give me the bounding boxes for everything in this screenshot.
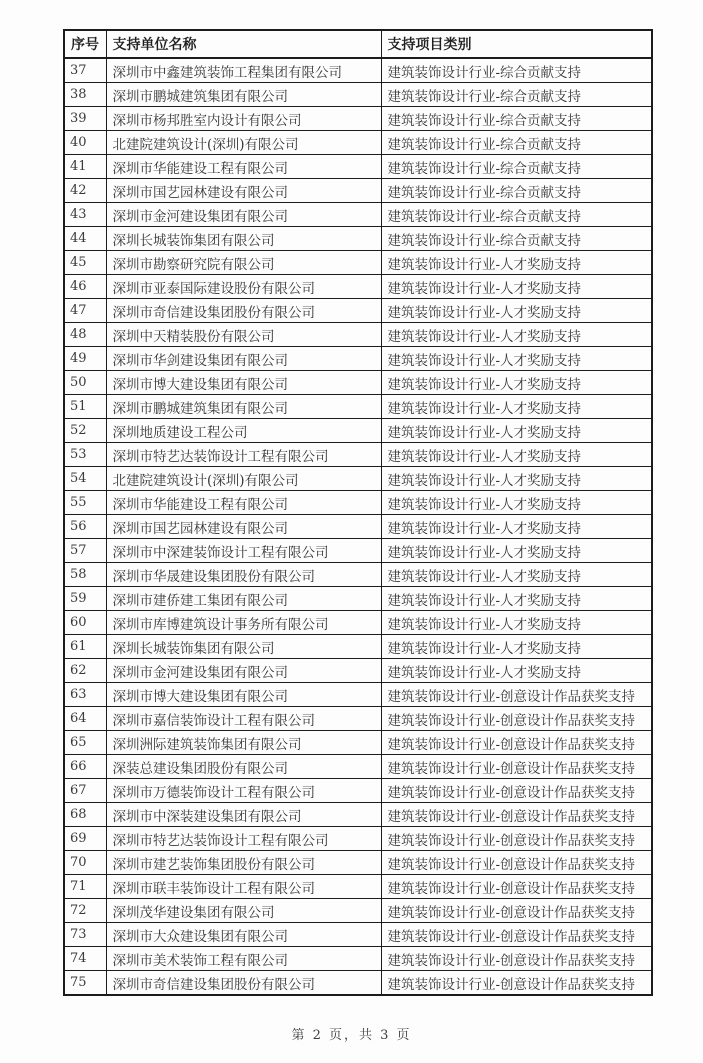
cell-serial-number: 68 [64, 803, 106, 827]
cell-serial-number: 70 [64, 851, 106, 875]
cell-project-category: 建筑装饰设计行业-创意设计作品获奖支持 [381, 899, 652, 923]
cell-project-category: 建筑装饰设计行业-人才奖励支持 [381, 515, 652, 539]
cell-unit-name: 深圳地质建设工程公司 [106, 419, 381, 443]
table-row [64, 947, 652, 971]
cell-unit-name: 深圳长城装饰集团有限公司 [106, 635, 381, 659]
cell-unit-name: 深圳市奇信建设集团股份有限公司 [106, 971, 381, 996]
cell-serial-number: 69 [64, 827, 106, 851]
cell-serial-number: 50 [64, 371, 106, 395]
cell-project-category: 建筑装饰设计行业-人才奖励支持 [381, 611, 652, 635]
cell-project-category: 建筑装饰设计行业-人才奖励支持 [381, 659, 652, 683]
cell-unit-name: 深圳市华能建设工程有限公司 [106, 491, 381, 515]
table-row [64, 323, 652, 347]
cell-unit-name: 深圳市中鑫建筑装饰工程集团有限公司 [106, 58, 381, 83]
cell-unit-name: 深圳市博大建设集团有限公司 [106, 371, 381, 395]
cell-project-category: 建筑装饰设计行业-创意设计作品获奖支持 [381, 755, 652, 779]
cell-serial-number: 61 [64, 635, 106, 659]
cell-unit-name: 深圳市华剑建设集团有限公司 [106, 347, 381, 371]
cell-unit-name: 深圳市杨邦胜室内设计有限公司 [106, 107, 381, 131]
cell-project-category: 建筑装饰设计行业-综合贡献支持 [381, 227, 652, 251]
cell-project-category: 建筑装饰设计行业-创意设计作品获奖支持 [381, 875, 652, 899]
cell-serial-number: 67 [64, 779, 106, 803]
header-unit-name: 支持单位名称 [106, 30, 381, 58]
table-row [64, 587, 652, 611]
table-row [64, 107, 652, 131]
cell-project-category: 建筑装饰设计行业-人才奖励支持 [381, 347, 652, 371]
cell-unit-name: 深圳市华晟建设集团股份有限公司 [106, 563, 381, 587]
cell-unit-name: 深圳市金河建设集团有限公司 [106, 203, 381, 227]
cell-serial-number: 37 [64, 58, 106, 83]
support-units-table [63, 29, 653, 996]
cell-unit-name: 深圳市鹏城建筑集团有限公司 [106, 83, 381, 107]
cell-unit-name: 深圳市建艺装饰集团股份有限公司 [106, 851, 381, 875]
table-row [64, 395, 652, 419]
cell-serial-number: 51 [64, 395, 106, 419]
table-row [64, 611, 652, 635]
cell-unit-name: 深圳市嘉信装饰设计工程有限公司 [106, 707, 381, 731]
table-row [64, 899, 652, 923]
table-row [64, 707, 652, 731]
cell-project-category: 建筑装饰设计行业-综合贡献支持 [381, 155, 652, 179]
cell-serial-number: 65 [64, 731, 106, 755]
cell-unit-name: 深圳长城装饰集团有限公司 [106, 227, 381, 251]
table-row [64, 371, 652, 395]
table-row [64, 779, 652, 803]
cell-serial-number: 49 [64, 347, 106, 371]
header-serial-number: 序号 [64, 30, 106, 58]
cell-unit-name: 深圳市国艺园林建设有限公司 [106, 515, 381, 539]
cell-unit-name: 深装总建设集团股份有限公司 [106, 755, 381, 779]
cell-project-category: 建筑装饰设计行业-人才奖励支持 [381, 443, 652, 467]
cell-serial-number: 60 [64, 611, 106, 635]
table-row [64, 179, 652, 203]
table-row [64, 827, 652, 851]
cell-serial-number: 40 [64, 131, 106, 155]
table-row [64, 131, 652, 155]
cell-serial-number: 44 [64, 227, 106, 251]
cell-unit-name: 深圳市建侨建工集团有限公司 [106, 587, 381, 611]
cell-serial-number: 48 [64, 323, 106, 347]
cell-serial-number: 56 [64, 515, 106, 539]
cell-project-category: 建筑装饰设计行业-人才奖励支持 [381, 539, 652, 563]
cell-serial-number: 58 [64, 563, 106, 587]
cell-project-category: 建筑装饰设计行业-创意设计作品获奖支持 [381, 803, 652, 827]
cell-unit-name: 深圳市金河建设集团有限公司 [106, 659, 381, 683]
table-row [64, 731, 652, 755]
table-row [64, 491, 652, 515]
cell-serial-number: 54 [64, 467, 106, 491]
cell-serial-number: 75 [64, 971, 106, 996]
table-row [64, 83, 652, 107]
table-row [64, 467, 652, 491]
cell-serial-number: 55 [64, 491, 106, 515]
cell-serial-number: 46 [64, 275, 106, 299]
cell-project-category: 建筑装饰设计行业-创意设计作品获奖支持 [381, 707, 652, 731]
table-row [64, 539, 652, 563]
table-row [64, 803, 652, 827]
cell-serial-number: 73 [64, 923, 106, 947]
table-row [64, 851, 652, 875]
cell-unit-name: 深圳市勘察研究院有限公司 [106, 251, 381, 275]
cell-serial-number: 43 [64, 203, 106, 227]
page-number-footer: 第 2 页，共 3 页 [291, 1028, 412, 1043]
cell-serial-number: 62 [64, 659, 106, 683]
cell-project-category: 建筑装饰设计行业-人才奖励支持 [381, 371, 652, 395]
cell-serial-number: 42 [64, 179, 106, 203]
cell-project-category: 建筑装饰设计行业-综合贡献支持 [381, 179, 652, 203]
cell-project-category: 建筑装饰设计行业-创意设计作品获奖支持 [381, 827, 652, 851]
cell-unit-name: 深圳市大众建设集团有限公司 [106, 923, 381, 947]
cell-unit-name: 深圳市国艺园林建设有限公司 [106, 179, 381, 203]
cell-unit-name: 深圳市联丰装饰设计工程有限公司 [106, 875, 381, 899]
cell-project-category: 建筑装饰设计行业-综合贡献支持 [381, 83, 652, 107]
cell-project-category: 建筑装饰设计行业-人才奖励支持 [381, 635, 652, 659]
cell-unit-name: 深圳市美术装饰工程有限公司 [106, 947, 381, 971]
cell-project-category: 建筑装饰设计行业-人才奖励支持 [381, 299, 652, 323]
cell-unit-name: 深圳市库博建筑设计事务所有限公司 [106, 611, 381, 635]
table-row [64, 275, 652, 299]
cell-project-category: 建筑装饰设计行业-人才奖励支持 [381, 395, 652, 419]
cell-serial-number: 74 [64, 947, 106, 971]
table-row [64, 755, 652, 779]
cell-serial-number: 63 [64, 683, 106, 707]
cell-project-category: 建筑装饰设计行业-人才奖励支持 [381, 275, 652, 299]
cell-serial-number: 45 [64, 251, 106, 275]
cell-project-category: 建筑装饰设计行业-人才奖励支持 [381, 323, 652, 347]
table-row [64, 58, 652, 83]
table-row [64, 419, 652, 443]
cell-serial-number: 64 [64, 707, 106, 731]
cell-unit-name: 深圳洲际建筑装饰集团有限公司 [106, 731, 381, 755]
cell-serial-number: 71 [64, 875, 106, 899]
cell-project-category: 建筑装饰设计行业-人才奖励支持 [381, 587, 652, 611]
cell-serial-number: 59 [64, 587, 106, 611]
cell-project-category: 建筑装饰设计行业-人才奖励支持 [381, 419, 652, 443]
cell-serial-number: 38 [64, 83, 106, 107]
table-header-row [64, 30, 652, 58]
cell-unit-name: 深圳市亚泰国际建设股份有限公司 [106, 275, 381, 299]
cell-project-category: 建筑装饰设计行业-创意设计作品获奖支持 [381, 923, 652, 947]
cell-project-category: 建筑装饰设计行业-创意设计作品获奖支持 [381, 947, 652, 971]
cell-unit-name: 北建院建筑设计(深圳)有限公司 [106, 467, 381, 491]
cell-project-category: 建筑装饰设计行业-创意设计作品获奖支持 [381, 779, 652, 803]
cell-unit-name: 深圳市特艺达装饰设计工程有限公司 [106, 443, 381, 467]
table-row [64, 659, 652, 683]
cell-project-category: 建筑装饰设计行业-创意设计作品获奖支持 [381, 731, 652, 755]
cell-unit-name: 深圳市中深建装饰设计工程有限公司 [106, 539, 381, 563]
table-row [64, 299, 652, 323]
header-project-category: 支持项目类别 [381, 30, 652, 58]
cell-unit-name: 深圳市华能建设工程有限公司 [106, 155, 381, 179]
cell-unit-name: 深圳茂华建设集团有限公司 [106, 899, 381, 923]
cell-unit-name: 深圳中天精装股份有限公司 [106, 323, 381, 347]
table-row [64, 923, 652, 947]
table-row [64, 515, 652, 539]
cell-serial-number: 66 [64, 755, 106, 779]
cell-serial-number: 72 [64, 899, 106, 923]
cell-unit-name: 北建院建筑设计(深圳)有限公司 [106, 131, 381, 155]
cell-serial-number: 39 [64, 107, 106, 131]
cell-project-category: 建筑装饰设计行业-人才奖励支持 [381, 563, 652, 587]
table-row [64, 443, 652, 467]
cell-project-category: 建筑装饰设计行业-人才奖励支持 [381, 251, 652, 275]
cell-project-category: 建筑装饰设计行业-综合贡献支持 [381, 58, 652, 83]
table-row [64, 347, 652, 371]
cell-serial-number: 57 [64, 539, 106, 563]
cell-project-category: 建筑装饰设计行业-综合贡献支持 [381, 203, 652, 227]
cell-serial-number: 47 [64, 299, 106, 323]
cell-project-category: 建筑装饰设计行业-综合贡献支持 [381, 131, 652, 155]
table-row [64, 683, 652, 707]
table-body [64, 58, 652, 995]
table-row [64, 251, 652, 275]
cell-project-category: 建筑装饰设计行业-人才奖励支持 [381, 491, 652, 515]
table-row [64, 563, 652, 587]
cell-serial-number: 52 [64, 419, 106, 443]
cell-serial-number: 53 [64, 443, 106, 467]
cell-serial-number: 41 [64, 155, 106, 179]
table-row [64, 227, 652, 251]
table-row [64, 635, 652, 659]
cell-project-category: 建筑装饰设计行业-综合贡献支持 [381, 107, 652, 131]
cell-project-category: 建筑装饰设计行业-创意设计作品获奖支持 [381, 971, 652, 996]
cell-project-category: 建筑装饰设计行业-人才奖励支持 [381, 467, 652, 491]
table-row [64, 155, 652, 179]
cell-unit-name: 深圳市中深装建设集团有限公司 [106, 803, 381, 827]
cell-unit-name: 深圳市万德装饰设计工程有限公司 [106, 779, 381, 803]
table-row [64, 875, 652, 899]
table-row [64, 203, 652, 227]
cell-unit-name: 深圳市博大建设集团有限公司 [106, 683, 381, 707]
table-row [64, 971, 652, 996]
cell-unit-name: 深圳市奇信建设集团股份有限公司 [106, 299, 381, 323]
cell-unit-name: 深圳市鹏城建筑集团有限公司 [106, 395, 381, 419]
cell-unit-name: 深圳市特艺达装饰设计工程有限公司 [106, 827, 381, 851]
cell-project-category: 建筑装饰设计行业-创意设计作品获奖支持 [381, 683, 652, 707]
cell-project-category: 建筑装饰设计行业-创意设计作品获奖支持 [381, 851, 652, 875]
